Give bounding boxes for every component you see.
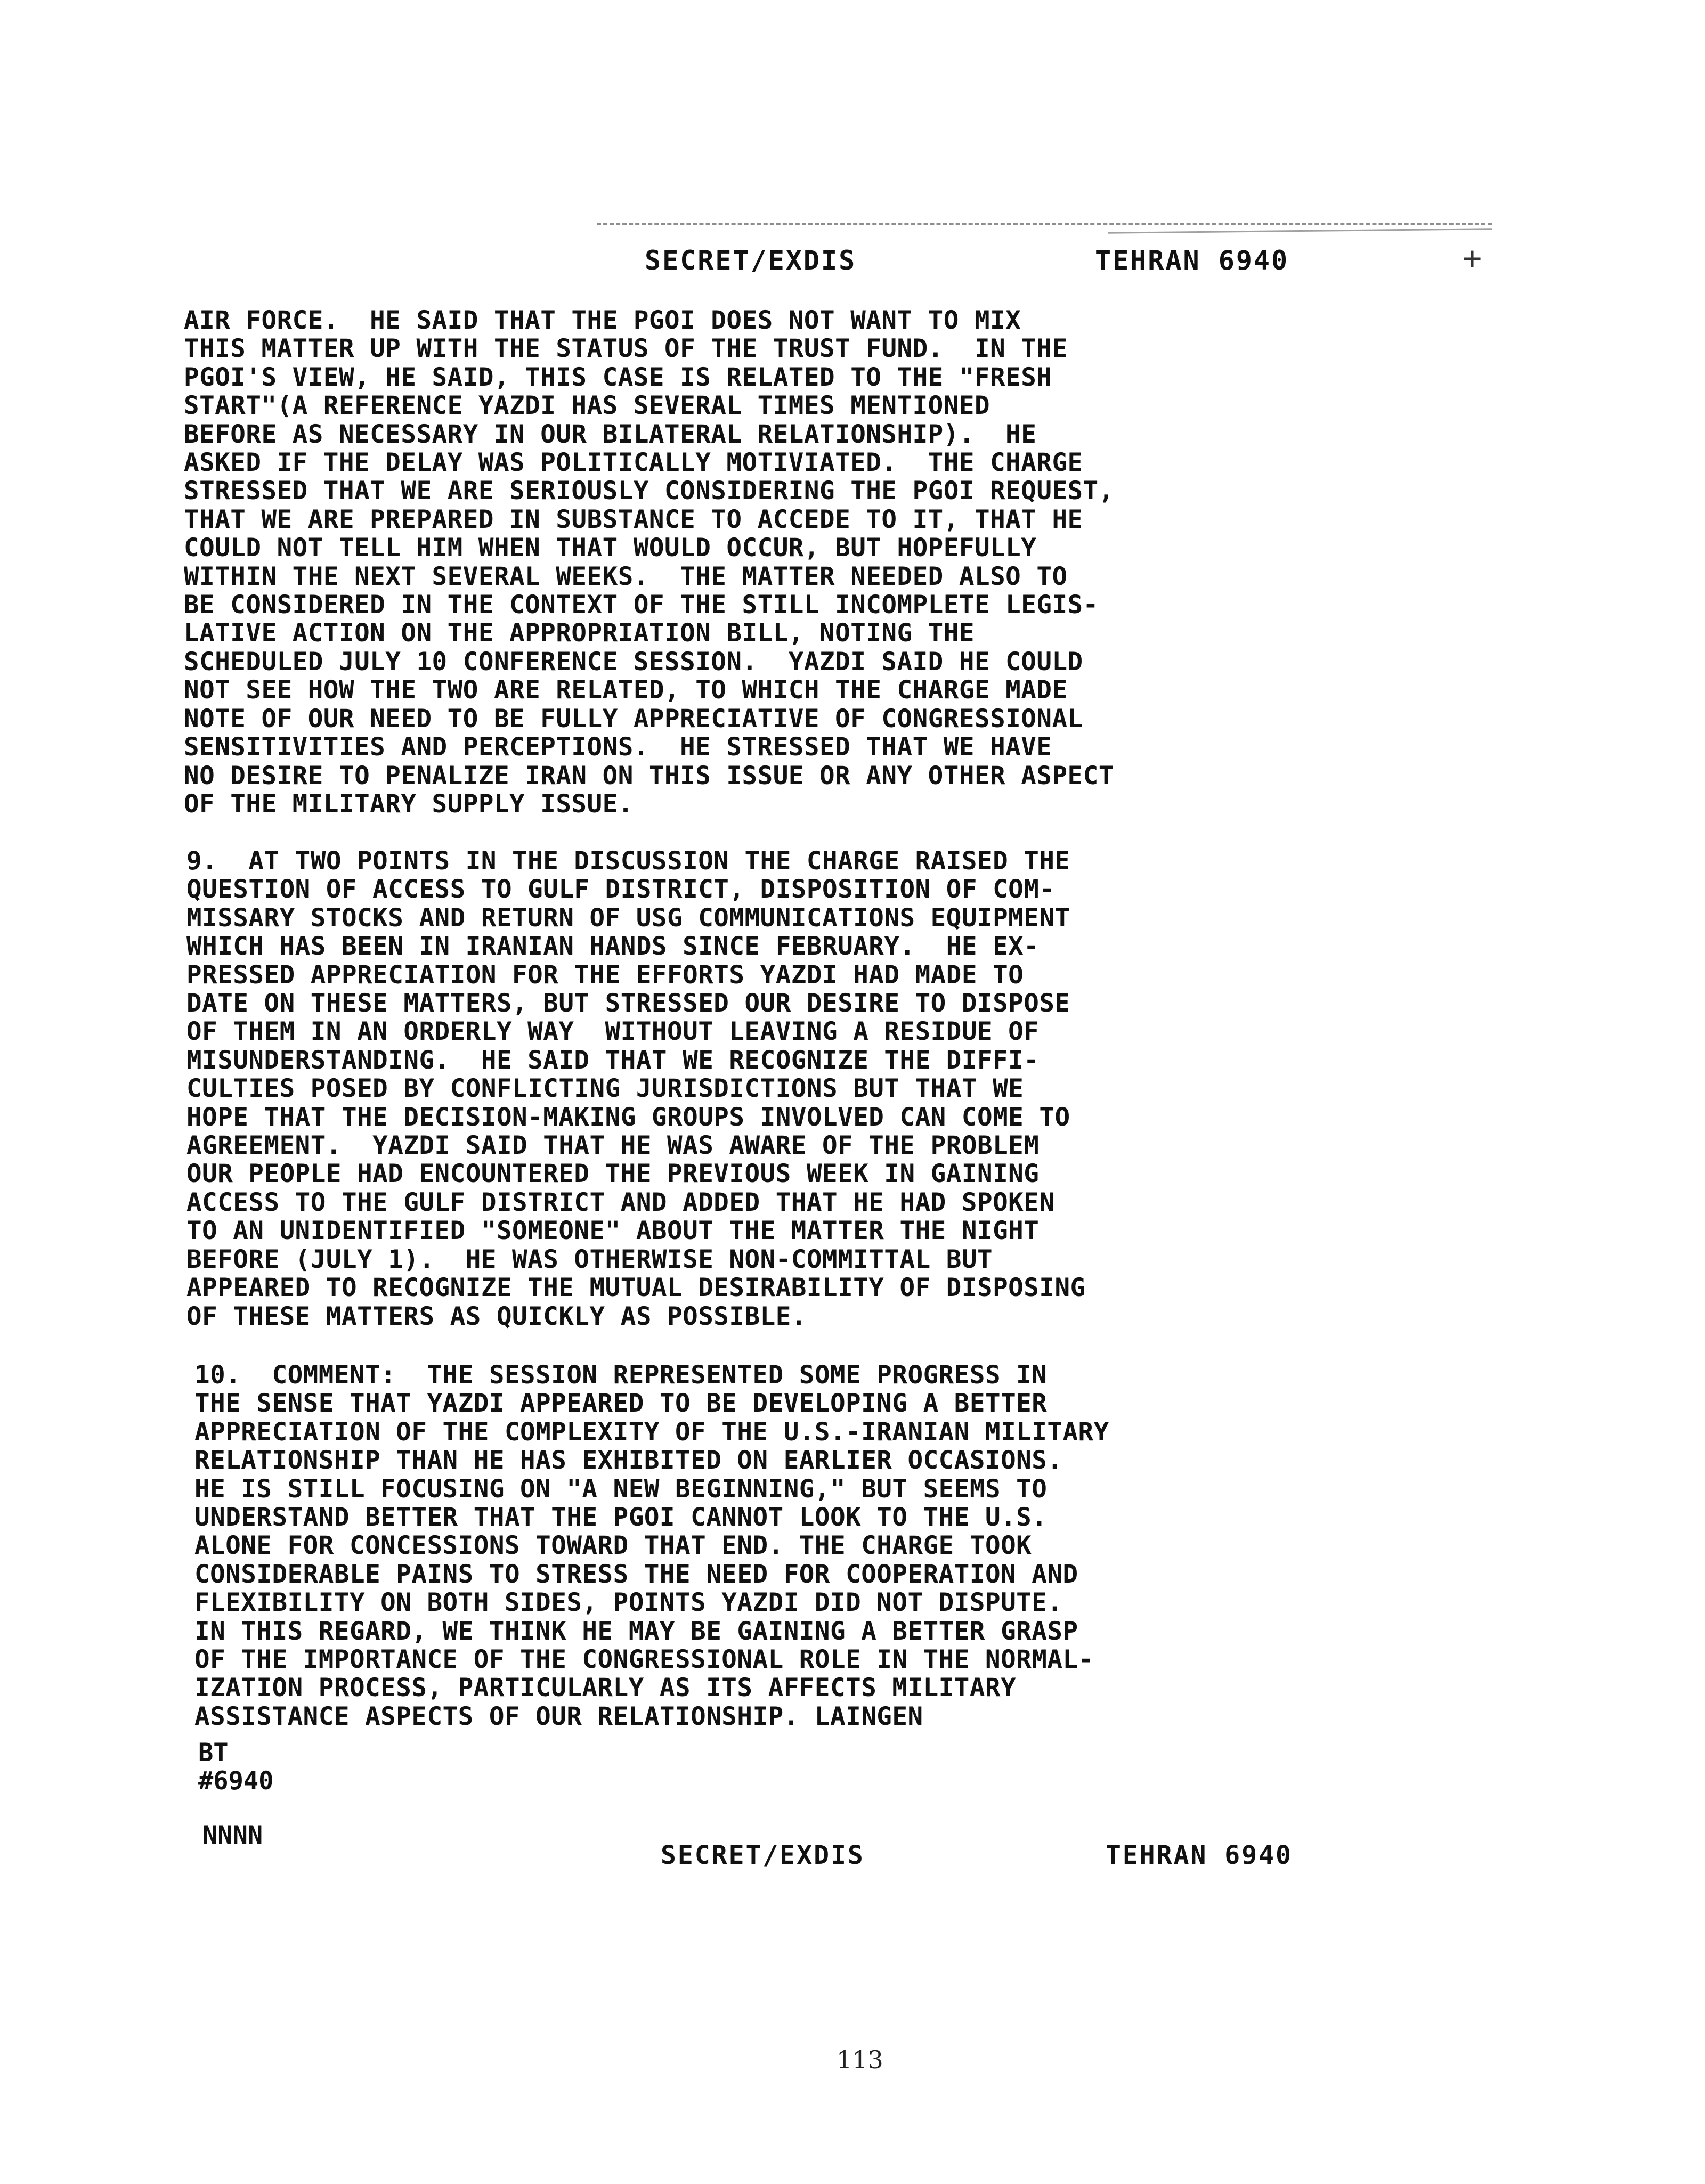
paragraph-10-comment: 10. COMMENT: THE SESSION REPRESENTED SOME PROGRESS IN THE SENSE THAT YAZDI APPEARED TO BE DEVELOPING A BETTER APPRECIATION OF THE COMPLEXITY OF THE U.S.-IRANIAN MILITARY RELATIONSHIP THAN HE HAS EXHIBITED ON EARLIER OCCASIONS. HE IS STILL FOCUSING ON "A NEW BEGINNING," BUT SEEMS TO UNDERSTAND BETTER THAT THE PGOI CANNOT LOOK TO THE U.S. ALONE FOR CONCESSIONS TOWARD THAT END. THE CHARGE TOOK CONSIDERABLE PAINS TO STRESS THE NEED FOR COOPERATION AND FLEXIBILITY ON BOTH SIDES, POINTS YAZDI DID NOT DISPUTE. IN THIS REGARD, WE THINK HE MAY BE GAINING A BETTER GRASP OF THE IMPORTANCE OF THE CONGRESSIONAL ROLE IN THE NORMAL- IZATION PROCESS, PARTICULARLY AS ITS AFFECTS MILITARY ASSISTANCE ASPECTS OF OUR RELATIONSHIP. LAINGEN: [194, 1360, 1109, 1731]
footer-reference: TEHRAN 6940: [1106, 1840, 1293, 1870]
paragraph-9: 9. AT TWO POINTS IN THE DISCUSSION THE CHARGE RAISED THE QUESTION OF ACCESS TO GULF DISTRICT, DISPOSITION OF COM- MISSARY STOCKS AND RETURN OF USG COMMUNICATIONS EQUIPMENT WHICH HAS BEEN IN IRANIAN HANDS SINCE FEBRUARY. HE EX- PRESSED APPRECIATION FOR THE EFFORTS YAZDI HAD MADE TO DATE ON THESE MATTERS, BUT STRESSED OUR DESIRE TO DISPOSE OF THEM IN AN ORDERLY WAY WITHOUT LEAVING A RESIDUE OF MISUNDERSTANDING. HE SAID THAT WE RECOGNIZE THE DIFFI- CULTIES POSED BY CONFLICTING JURISDICTIONS BUT THAT WE HOPE THAT THE DECISION-MAKING GROUPS INVOLVED CAN COME TO AGREEMENT. YAZDI SAID THAT HE WAS AWARE OF THE PROBLEM OUR PEOPLE HAD ENCOUNTERED THE PREVIOUS WEEK IN GAINING ACCESS TO THE GULF DISTRICT AND ADDED THAT HE HAD SPOKEN TO AN UNIDENTIFIED "SOMEONE" ABOUT THE MATTER THE NIGHT BEFORE (JULY 1). HE WAS OTHERWISE NON-COMMITTAL BUT APPEARED TO RECOGNIZE THE MUTUAL DESIRABILITY OF DISPOSING OF THESE MATTERS AS QUICKLY AS POSSIBLE.: [186, 846, 1086, 1331]
page-number: 113: [837, 2046, 883, 2074]
trailer-message-number: #6940: [198, 1766, 274, 1796]
header-rule-secondary: [1108, 228, 1492, 234]
trailer-end-marker: NNNN: [202, 1821, 263, 1850]
trailer-bt: BT: [198, 1738, 229, 1767]
header-rule: [597, 223, 1492, 225]
registration-mark: +: [1463, 240, 1482, 277]
header-classification: SECRET/EXDIS: [645, 245, 857, 276]
footer-classification: SECRET/EXDIS: [661, 1840, 865, 1870]
header-reference: TEHRAN 6940: [1095, 245, 1289, 276]
paragraph-continuation: AIR FORCE. HE SAID THAT THE PGOI DOES NOT WANT TO MIX THIS MATTER UP WITH THE STATUS OF THE TRUST FUND. IN THE PGOI'S VIEW, HE SAID, THIS CASE IS RELATED TO THE "FRESH START"(A REFERENCE YAZDI HAS SEVERAL TIMES MENTIONED BEFORE AS NECESSARY IN OUR BILATERAL RELATIONSHIP). HE ASKED IF THE DELAY WAS POLITICALLY MOTIVIATED. THE CHARGE STRESSED THAT WE ARE SERIOUSLY CONSIDERING THE PGOI REQUEST, THAT WE ARE PREPARED IN SUBSTANCE TO ACCEDE TO IT, THAT HE COULD NOT TELL HIM WHEN THAT WOULD OCCUR, BUT HOPEFULLY WITHIN THE NEXT SEVERAL WEEKS. THE MATTER NEEDED ALSO TO BE CONSIDERED IN THE CONTEXT OF THE STILL INCOMPLETE LEGIS- LATIVE ACTION ON THE APPROPRIATION BILL, NOTING THE SCHEDULED JULY 10 CONFERENCE SESSION. YAZDI SAID HE COULD NOT SEE HOW THE TWO ARE RELATED, TO WHICH THE CHARGE MADE NOTE OF OUR NEED TO BE FULLY APPRECIATIVE OF CONGRESSIONAL SENSITIVITIES AND PERCEPTIONS. HE STRESSED THAT WE HAVE NO DESIRE TO PENALIZE IRAN ON THIS ISSUE OR ANY OTHER ASPECT OF THE MILITARY SUPPLY ISSUE.: [184, 306, 1114, 819]
